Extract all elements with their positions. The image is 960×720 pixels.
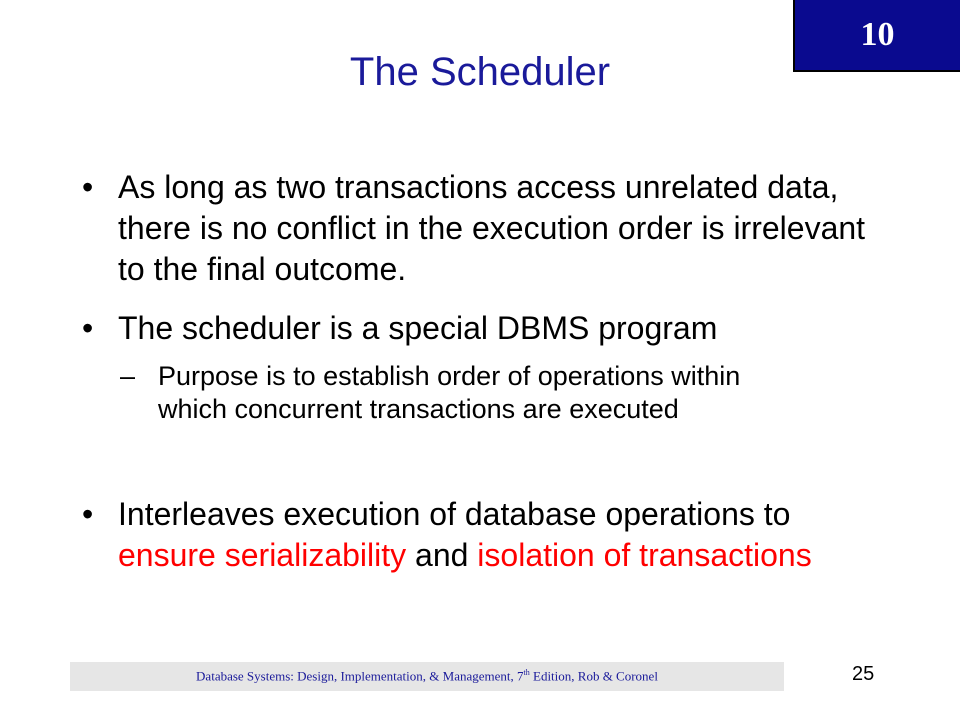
highlight-isolation: isolation of transactions xyxy=(477,537,812,573)
bullet-text: The scheduler is a special DBMS program xyxy=(118,310,718,346)
slide-title: The Scheduler xyxy=(349,50,611,94)
bullet-symbol: • xyxy=(82,169,94,205)
page-number: 25 xyxy=(852,663,875,685)
chapter-number: 10 xyxy=(860,16,895,53)
footer-text-part: Database Systems: Design, Implementation, & Management, 7 xyxy=(196,668,524,684)
bullet-text: As long as two transactions access unrelated data, there is no conflict in the execution order is irrelevant to the final outcome. xyxy=(118,169,866,287)
bullet-text-part: and xyxy=(406,537,478,573)
bullet-symbol: • xyxy=(82,310,94,346)
sub-bullet-symbol: – xyxy=(120,361,136,391)
footer-bar xyxy=(70,662,784,691)
bullet-text-part: Interleaves execution of database operations to xyxy=(118,496,791,532)
bullet-text xyxy=(118,494,878,576)
sub-bullet-text: Purpose is to establish order of operations within which concurrent transactions are executed xyxy=(158,361,741,424)
bullet-symbol: • xyxy=(82,496,94,532)
footer-text xyxy=(196,668,658,684)
highlight-serializability: ensure serializability xyxy=(118,537,407,573)
footer-text-part: Edition, Rob & Coronel xyxy=(529,668,658,684)
footer-superscript: th xyxy=(523,668,530,678)
